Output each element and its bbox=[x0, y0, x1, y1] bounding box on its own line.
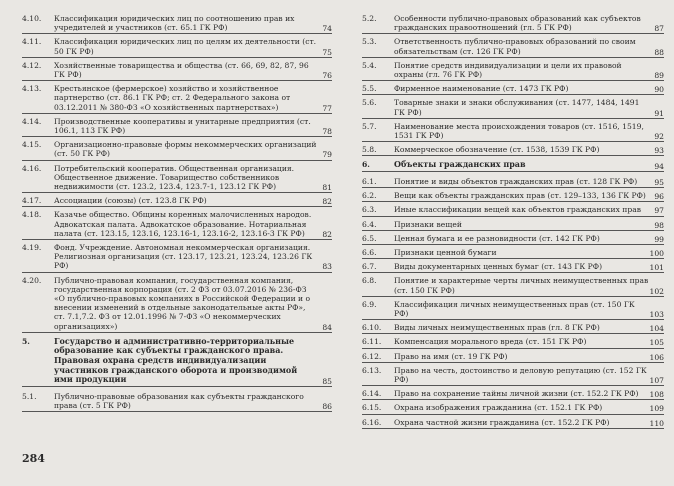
toc-chapter bbox=[362, 160, 664, 172]
toc-entry bbox=[22, 84, 332, 114]
toc-entry bbox=[362, 262, 664, 273]
toc-entry-title: Фонд. Учреждение. Автономная некоммерческая организация. Религиозная организация (ст. 123.17, 123.21, 123.24, 123.26 ГК РФ) bbox=[54, 243, 313, 271]
toc-entry bbox=[362, 337, 664, 348]
toc-entry-number: 4.14. bbox=[22, 116, 42, 126]
toc-entry-number: 5.3. bbox=[362, 37, 377, 47]
toc-entry-number: 5.1. bbox=[22, 391, 37, 401]
toc-entry-page: 93 bbox=[654, 146, 664, 156]
toc-entry bbox=[362, 366, 664, 386]
toc-entry-number: 6.1. bbox=[362, 177, 377, 187]
toc-entry-number: 6.8. bbox=[362, 276, 377, 286]
toc-entry-title: Публично-правовая компания, государственная компания, государственная корпорация (ст. 2 ФЗ от 03.07.2016 № 236-ФЗ «О публично-правовых компаниях в Российской Федерации и о внесении изменений в отдельные законодательные акты РФ», ст. 7.1,7.2. ФЗ от 12.01.1996 № 7-ФЗ «О некоммерческих организациях») bbox=[54, 275, 311, 331]
toc-entry-number: 6.4. bbox=[362, 219, 377, 229]
toc-entry-title: Охрана частной жизни гражданина (ст. 152.2 ГК РФ) bbox=[394, 417, 610, 427]
toc-entry-page: 83 bbox=[322, 262, 332, 272]
toc-entry-page: 97 bbox=[654, 206, 664, 216]
toc-entry-title: Иные классификации вещей как объектов гражданских прав bbox=[394, 205, 642, 215]
toc-entry-number: 6. bbox=[362, 160, 370, 170]
toc-entry-page: 98 bbox=[654, 220, 664, 230]
toc-entry bbox=[22, 392, 332, 412]
toc-entry-page: 87 bbox=[654, 24, 664, 34]
toc-entry bbox=[22, 164, 332, 194]
toc-entry-page: 75 bbox=[322, 47, 332, 57]
toc-entry-title: Виды документарных ценных бумаг (ст. 143 ГК РФ) bbox=[394, 262, 603, 272]
toc-entry bbox=[362, 37, 664, 57]
toc-entry-title: Признаки ценной бумаги bbox=[394, 248, 497, 258]
toc-entry-page: 76 bbox=[322, 71, 332, 81]
toc-entry-number: 6.12. bbox=[362, 351, 382, 361]
toc-entry bbox=[362, 14, 664, 34]
toc-entry bbox=[362, 122, 664, 142]
toc-entry bbox=[362, 248, 664, 259]
toc-entry-title: Объекты гражданских прав bbox=[394, 159, 526, 170]
toc-entry-page: 105 bbox=[649, 338, 664, 348]
toc-entry-page: 94 bbox=[654, 161, 664, 171]
toc-entry-number: 6.16. bbox=[362, 417, 382, 427]
toc-entry-page: 79 bbox=[322, 150, 332, 160]
toc-entry-number: 6.14. bbox=[362, 389, 382, 399]
toc-entry-title: Коммерческое обозначение (ст. 1538, 1539 ГК РФ) bbox=[394, 145, 600, 155]
toc-entry-title: Фирменное наименование (ст. 1473 ГК РФ) bbox=[394, 84, 569, 94]
toc-entry bbox=[362, 403, 664, 414]
toc-entry-page: 107 bbox=[649, 376, 664, 386]
toc-entry-page: 84 bbox=[322, 322, 332, 332]
toc-entry-title: Право на честь, достоинство и деловую репутацию (ст. 152 ГК РФ) bbox=[394, 365, 647, 385]
toc-entry-page: 86 bbox=[322, 402, 332, 412]
toc-entry bbox=[362, 98, 664, 118]
toc-entry-number: 4.15. bbox=[22, 140, 42, 150]
toc-chapter bbox=[22, 337, 332, 387]
toc-entry bbox=[362, 220, 664, 231]
toc-entry bbox=[22, 117, 332, 137]
toc-entry-page: 103 bbox=[649, 310, 664, 320]
toc-entry-title: Классификация юридических лиц по соотношению прав их учредителей и участников (ст. 65.1 ГК РФ) bbox=[54, 14, 295, 33]
toc-entry-page: 96 bbox=[654, 192, 664, 202]
toc-entry-title: Крестьянское (фермерское) хозяйство и хозяйственное партнерство (ст. 86.1 ГК РФ; ст. 2 Федерального закона от 03.12.2011 № 380-ФЗ «О хозяйственных партнерствах») bbox=[54, 84, 291, 112]
toc-entry-page: 101 bbox=[649, 263, 664, 273]
toc-entry-page: 78 bbox=[322, 127, 332, 137]
toc-entry-page: 89 bbox=[654, 71, 664, 81]
toc-entry-page: 88 bbox=[654, 47, 664, 57]
toc-entry-number: 6.5. bbox=[362, 233, 377, 243]
toc-entry-title: Право на имя (ст. 19 ГК РФ) bbox=[394, 351, 508, 361]
toc-entry-number: 6.7. bbox=[362, 262, 377, 272]
toc-entry-number: 4.20. bbox=[22, 275, 42, 285]
toc-entry-page: 90 bbox=[654, 85, 664, 95]
toc-entry-number: 6.2. bbox=[362, 191, 377, 201]
toc-entry-title: Понятие и виды объектов гражданских прав (ст. 128 ГК РФ) bbox=[394, 177, 638, 187]
toc-entry bbox=[362, 276, 664, 296]
toc-entry-title: Особенности публично-правовых образований как субъектов гражданских правоотношений (гл. 5 ГК РФ) bbox=[394, 14, 641, 33]
toc-entry-title: Организационно-правовые формы некоммерческих организаций (ст. 50 ГК РФ) bbox=[54, 140, 317, 159]
toc-entry-title: Вещи как объекты гражданских прав (ст. 129–133, 136 ГК РФ) bbox=[394, 191, 646, 201]
toc-entry-number: 6.11. bbox=[362, 337, 382, 347]
toc-entry-title: Классификация юридических лиц по целям их деятельности (ст. 50 ГК РФ) bbox=[54, 37, 317, 56]
toc-entry-number: 4.11. bbox=[22, 37, 42, 47]
toc-entry-title: Производственные кооперативы и унитарные предприятия (ст. 106.1, 113 ГК РФ) bbox=[54, 116, 311, 136]
page-folio: 284 bbox=[22, 452, 45, 465]
toc-entry-title: Государство и административно-территориальные образование как субъекты гражданского права. Правовая охрана средств индивидуализации участников гражданского оборота и производимой ими продукции bbox=[54, 335, 298, 385]
toc-entry bbox=[362, 61, 664, 81]
toc-entry-title: Хозяйственные товарищества и общества (ст. 66, 69, 82, 87, 96 ГК РФ) bbox=[54, 60, 309, 80]
toc-right-column bbox=[362, 14, 664, 432]
toc-entry-title: Понятие и характерные черты личных неимущественных прав (ст. 150 ГК РФ) bbox=[394, 276, 649, 295]
toc-entry-page: 106 bbox=[649, 352, 664, 362]
toc-entry-page: 108 bbox=[649, 390, 664, 400]
toc-entry-number: 6.3. bbox=[362, 205, 377, 215]
toc-entry-number: 4.19. bbox=[22, 243, 42, 253]
toc-entry-title: Наименование места происхождения товаров (ст. 1516, 1519, 1531 ГК РФ) bbox=[394, 121, 644, 141]
toc-entry-number: 5.8. bbox=[362, 145, 377, 155]
toc-entry bbox=[362, 323, 664, 334]
toc-entry-number: 5. bbox=[22, 336, 30, 346]
toc-entry-number: 4.12. bbox=[22, 60, 42, 70]
toc-entry-title: Компенсация морального вреда (ст. 151 ГК РФ) bbox=[394, 337, 587, 347]
toc-entry-title: Охрана изображения гражданина (ст. 152.1 ГК РФ) bbox=[394, 403, 603, 413]
toc-entry-title: Классификация личных неимущественных прав (ст. 150 ГК РФ) bbox=[394, 299, 635, 319]
toc-entry-page: 92 bbox=[654, 132, 664, 142]
toc-entry-page: 104 bbox=[649, 324, 664, 334]
toc-entry bbox=[362, 145, 664, 156]
toc-entry-title: Право на сохранение тайны личной жизни (ст. 152.2 ГК РФ) bbox=[394, 389, 639, 399]
toc-entry-page: 81 bbox=[322, 183, 332, 193]
toc-entry-page: 100 bbox=[649, 249, 664, 259]
toc-entry-page: 110 bbox=[649, 418, 664, 428]
toc-entry-title: Ценная бумага и ее разновидности (ст. 142 ГК РФ) bbox=[394, 233, 600, 243]
toc-entry bbox=[362, 389, 664, 400]
toc-entry-page: 102 bbox=[649, 286, 664, 296]
toc-left-column bbox=[22, 14, 332, 415]
toc-entry-number: 5.7. bbox=[362, 121, 377, 131]
toc-entry-number: 5.6. bbox=[362, 98, 377, 108]
toc-entry bbox=[22, 243, 332, 273]
toc-entry bbox=[362, 191, 664, 202]
toc-entry-number: 6.13. bbox=[362, 365, 382, 375]
toc-entry-page: 82 bbox=[322, 229, 332, 239]
toc-entry-page: 82 bbox=[322, 197, 332, 207]
toc-entry-page: 85 bbox=[322, 376, 332, 386]
toc-entry-title: Потребительский кооператив. Общественная организация. Общественное движение. Товарищество собственников недвижимости (ст. 123.2, 123.4, 123.7-1, 123.12 ГК РФ) bbox=[54, 163, 295, 192]
toc-entry-number: 4.18. bbox=[22, 210, 42, 220]
toc-entry bbox=[22, 196, 332, 207]
toc-entry bbox=[22, 61, 332, 81]
toc-entry bbox=[362, 300, 664, 320]
toc-entry-page: 91 bbox=[654, 108, 664, 118]
toc-entry-title: Понятие средств индивидуализации и цели их правовой охраны (гл. 76 ГК РФ) bbox=[394, 60, 622, 80]
toc-entry-number: 4.10. bbox=[22, 14, 42, 23]
toc-entry-page: 77 bbox=[322, 103, 332, 113]
toc-entry bbox=[22, 210, 332, 240]
toc-entry-title: Товарные знаки и знаки обслуживания (ст. 1477, 1484, 1491 ГК РФ) bbox=[394, 98, 640, 117]
toc-entry-title: Ответственность публично-правовых образований по своим обязательствам (ст. 126 ГК РФ) bbox=[394, 37, 636, 56]
toc-entry-number: 6.10. bbox=[362, 323, 382, 333]
toc-entry-number: 4.17. bbox=[22, 196, 42, 206]
toc-entry-page: 74 bbox=[322, 24, 332, 34]
toc-entry-title: Публично-правовые образования как субъекты гражданского права (ст. 5 ГК РФ) bbox=[54, 391, 304, 411]
toc-entry-page: 95 bbox=[654, 178, 664, 188]
toc-entry bbox=[22, 276, 332, 333]
toc-entry bbox=[362, 177, 664, 188]
toc-entry bbox=[362, 84, 664, 95]
toc-entry bbox=[362, 352, 664, 363]
toc-entry-page: 99 bbox=[654, 234, 664, 244]
toc-entry-number: 6.15. bbox=[362, 403, 382, 413]
toc-entry bbox=[22, 140, 332, 160]
toc-entry-title: Казачье общество. Общины коренных малочисленных народов. Адвокатская палата. Адвокатское образование. Нотариальная палата (ст. 123.15, 123.16, 123.16-1, 123.16-2, 123.16-3 ГК РФ) bbox=[54, 210, 312, 238]
toc-entry-title: Виды личных неимущественных прав (гл. 8 ГК РФ) bbox=[394, 323, 600, 333]
toc-entry-number: 5.2. bbox=[362, 14, 377, 23]
toc-entry bbox=[362, 418, 664, 429]
toc-entry-title: Ассоциации (союзы) (ст. 123.8 ГК РФ) bbox=[54, 196, 207, 206]
toc-entry-title: Признаки вещей bbox=[394, 219, 462, 229]
toc-entry bbox=[22, 14, 332, 34]
toc-entry-number: 4.13. bbox=[22, 84, 42, 94]
toc-entry bbox=[362, 234, 664, 245]
toc-entry-number: 6.9. bbox=[362, 299, 377, 309]
toc-entry-number: 5.5. bbox=[362, 84, 377, 94]
toc-entry-page: 109 bbox=[649, 404, 664, 414]
toc-entry bbox=[362, 205, 664, 216]
toc-entry-number: 6.6. bbox=[362, 248, 377, 258]
toc-entry-number: 5.4. bbox=[362, 60, 377, 70]
toc-entry bbox=[22, 37, 332, 57]
toc-entry-number: 4.16. bbox=[22, 163, 42, 173]
